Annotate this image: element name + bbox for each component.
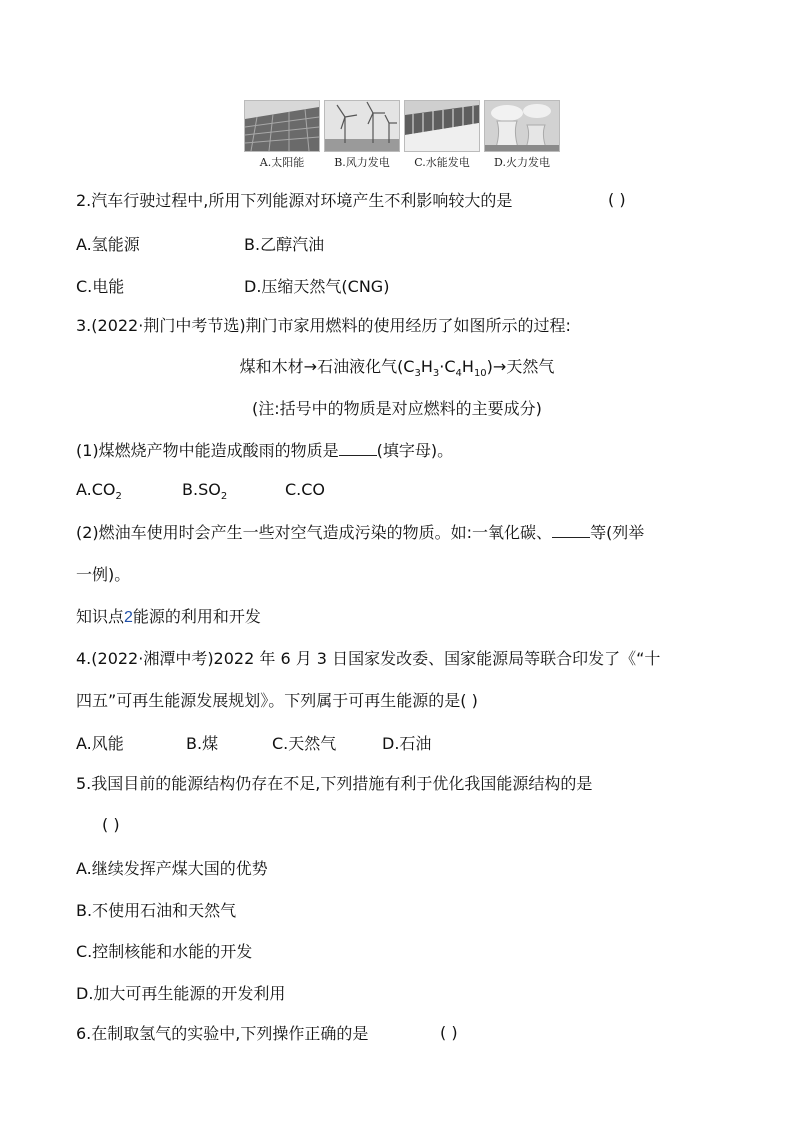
question-2-stem: 2.汽车行驶过程中,所用下列能源对环境产生不利影响较大的是 [76, 191, 513, 210]
q5-option-b[interactable]: B.不使用石油和天然气 [76, 901, 237, 920]
q4-option-a[interactable]: A.风能 [76, 734, 124, 753]
question-5-answer-paren[interactable]: ( ) [102, 815, 120, 834]
question-4-line-2: 四五”可再生能源发展规划》。下列属于可再生能源的是( ) [76, 691, 478, 710]
q4-option-b[interactable]: B.煤 [186, 734, 219, 753]
wind-turbine-image [324, 100, 400, 152]
question-3-part-2-cont: 一例)。 [76, 565, 131, 584]
q2-option-a[interactable]: A.氢能源 [76, 235, 140, 254]
q5-option-d[interactable]: D.加大可再生能源的开发利用 [76, 984, 286, 1003]
caption-wind: B.风力发电 [334, 156, 390, 169]
q4-option-c[interactable]: C.天然气 [272, 734, 337, 753]
thermal-plant-image [484, 100, 560, 152]
question-4-line-1: 4.(2022·湘潭中考)2022 年 6 月 3 日国家发改委、国家能源局等联合印发了《“十 [76, 649, 661, 668]
knowledge-point-2-heading: 知识点2能源的利用和开发 [76, 607, 261, 626]
q3-option-c[interactable]: C.CO [285, 480, 326, 499]
q3-option-a[interactable]: $A.CO_2$ [76, 480, 122, 503]
question-3-part-1: (1)煤燃烧产物中能造成酸雨的物质是 (填字母)。 [76, 441, 454, 460]
solar-panel-image [244, 100, 320, 152]
answer-blank-1[interactable] [339, 441, 377, 456]
caption-thermal: D.火力发电 [494, 156, 550, 169]
hydro-dam-image [404, 100, 480, 152]
q5-option-c[interactable]: C.控制核能和水能的开发 [76, 942, 253, 961]
q3-option-b[interactable]: $B.SO_2$ [182, 480, 228, 503]
image-captions [244, 154, 560, 170]
answer-blank-2[interactable] [552, 523, 590, 538]
question-2-answer-paren[interactable]: ( ) [608, 190, 626, 209]
question-3-stem: 3.(2022·荆门中考节选)荆门市家用燃料的使用经历了如图所示的过程: [76, 316, 571, 335]
question-3-part-2: (2)燃油车使用时会产生一些对空气造成污染的物质。如:一氧化碳、 等(列举 [76, 523, 645, 542]
q4-option-d[interactable]: D.石油 [382, 734, 432, 753]
energy-images [244, 100, 560, 152]
question-5-line-1: 5.我国目前的能源结构仍存在不足,下列措施有利于优化我国能源结构的是 [76, 774, 593, 793]
caption-hydro: C.水能发电 [414, 156, 470, 169]
q2-option-b[interactable]: B.乙醇汽油 [244, 235, 325, 254]
question-6-stem: 6.在制取氢气的实验中,下列操作正确的是 [76, 1024, 369, 1043]
q2-option-d[interactable]: D.压缩天然气(CNG) [244, 277, 390, 296]
q5-option-a[interactable]: A.继续发挥产煤大国的优势 [76, 859, 268, 878]
question-6-answer-paren[interactable]: ( ) [440, 1023, 458, 1042]
question-3-note: (注:括号中的物质是对应燃料的主要成分) [252, 399, 542, 418]
q2-option-c[interactable]: C.电能 [76, 277, 125, 296]
fuel-evolution-chain: 煤和木材→石油液化气$(C_3H_3\cdot C_4H_{10})\to$天然气 [239, 357, 555, 380]
caption-solar: A.太阳能 [259, 156, 305, 169]
